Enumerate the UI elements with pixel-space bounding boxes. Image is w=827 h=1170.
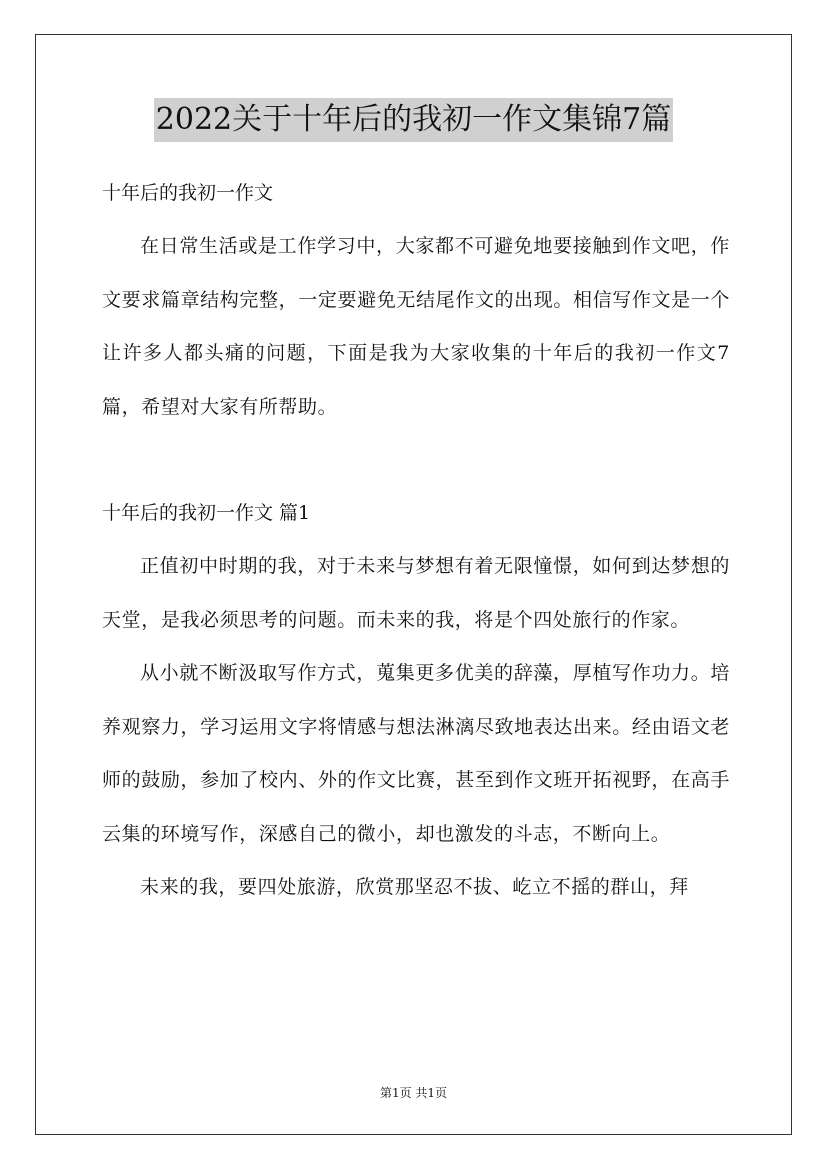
document-title: 2022关于十年后的我初一作文集锦7篇	[154, 98, 673, 142]
section-heading: 十年后的我初一作文 篇1	[102, 502, 311, 524]
title-container	[0, 98, 827, 142]
body-paragraph: 正值初中时期的我，对于未来与梦想有着无限憧憬，如何到达梦想的天堂，是我必须思考的问题。而未来的我，将是个四处旅行的作家。	[102, 555, 730, 631]
body-paragraph: 从小就不断汲取写作方式，蒐集更多优美的辞藻，厚植写作功力。培养观察力，学习运用文字将情感与想法淋漓尽致地表达出来。经由语文老师的鼓励，参加了校内、外的作文比赛，甚至到作文班开拓视野，在高手云集的环境写作，深感自己的微小，却也激发的斗志，不断向上。	[102, 662, 730, 845]
document-body	[102, 166, 730, 915]
body-paragraph: 未来的我，要四处旅游，欣赏那坚忍不拔、屹立不摇的群山，拜	[140, 876, 689, 898]
intro-paragraph: 在日常生活或是工作学习中，大家都不可避免地要接触到作文吧，作文要求篇章结构完整，一定要避免无结尾作文的出现。相信写作文是一个让许多人都头痛的问题，下面是我为大家收集的十年后的我初一作文7篇，希望对大家有所帮助。	[102, 235, 730, 418]
intro-heading: 十年后的我初一作文	[102, 182, 274, 204]
page-footer: 第1页 共1页	[379, 1086, 448, 1100]
